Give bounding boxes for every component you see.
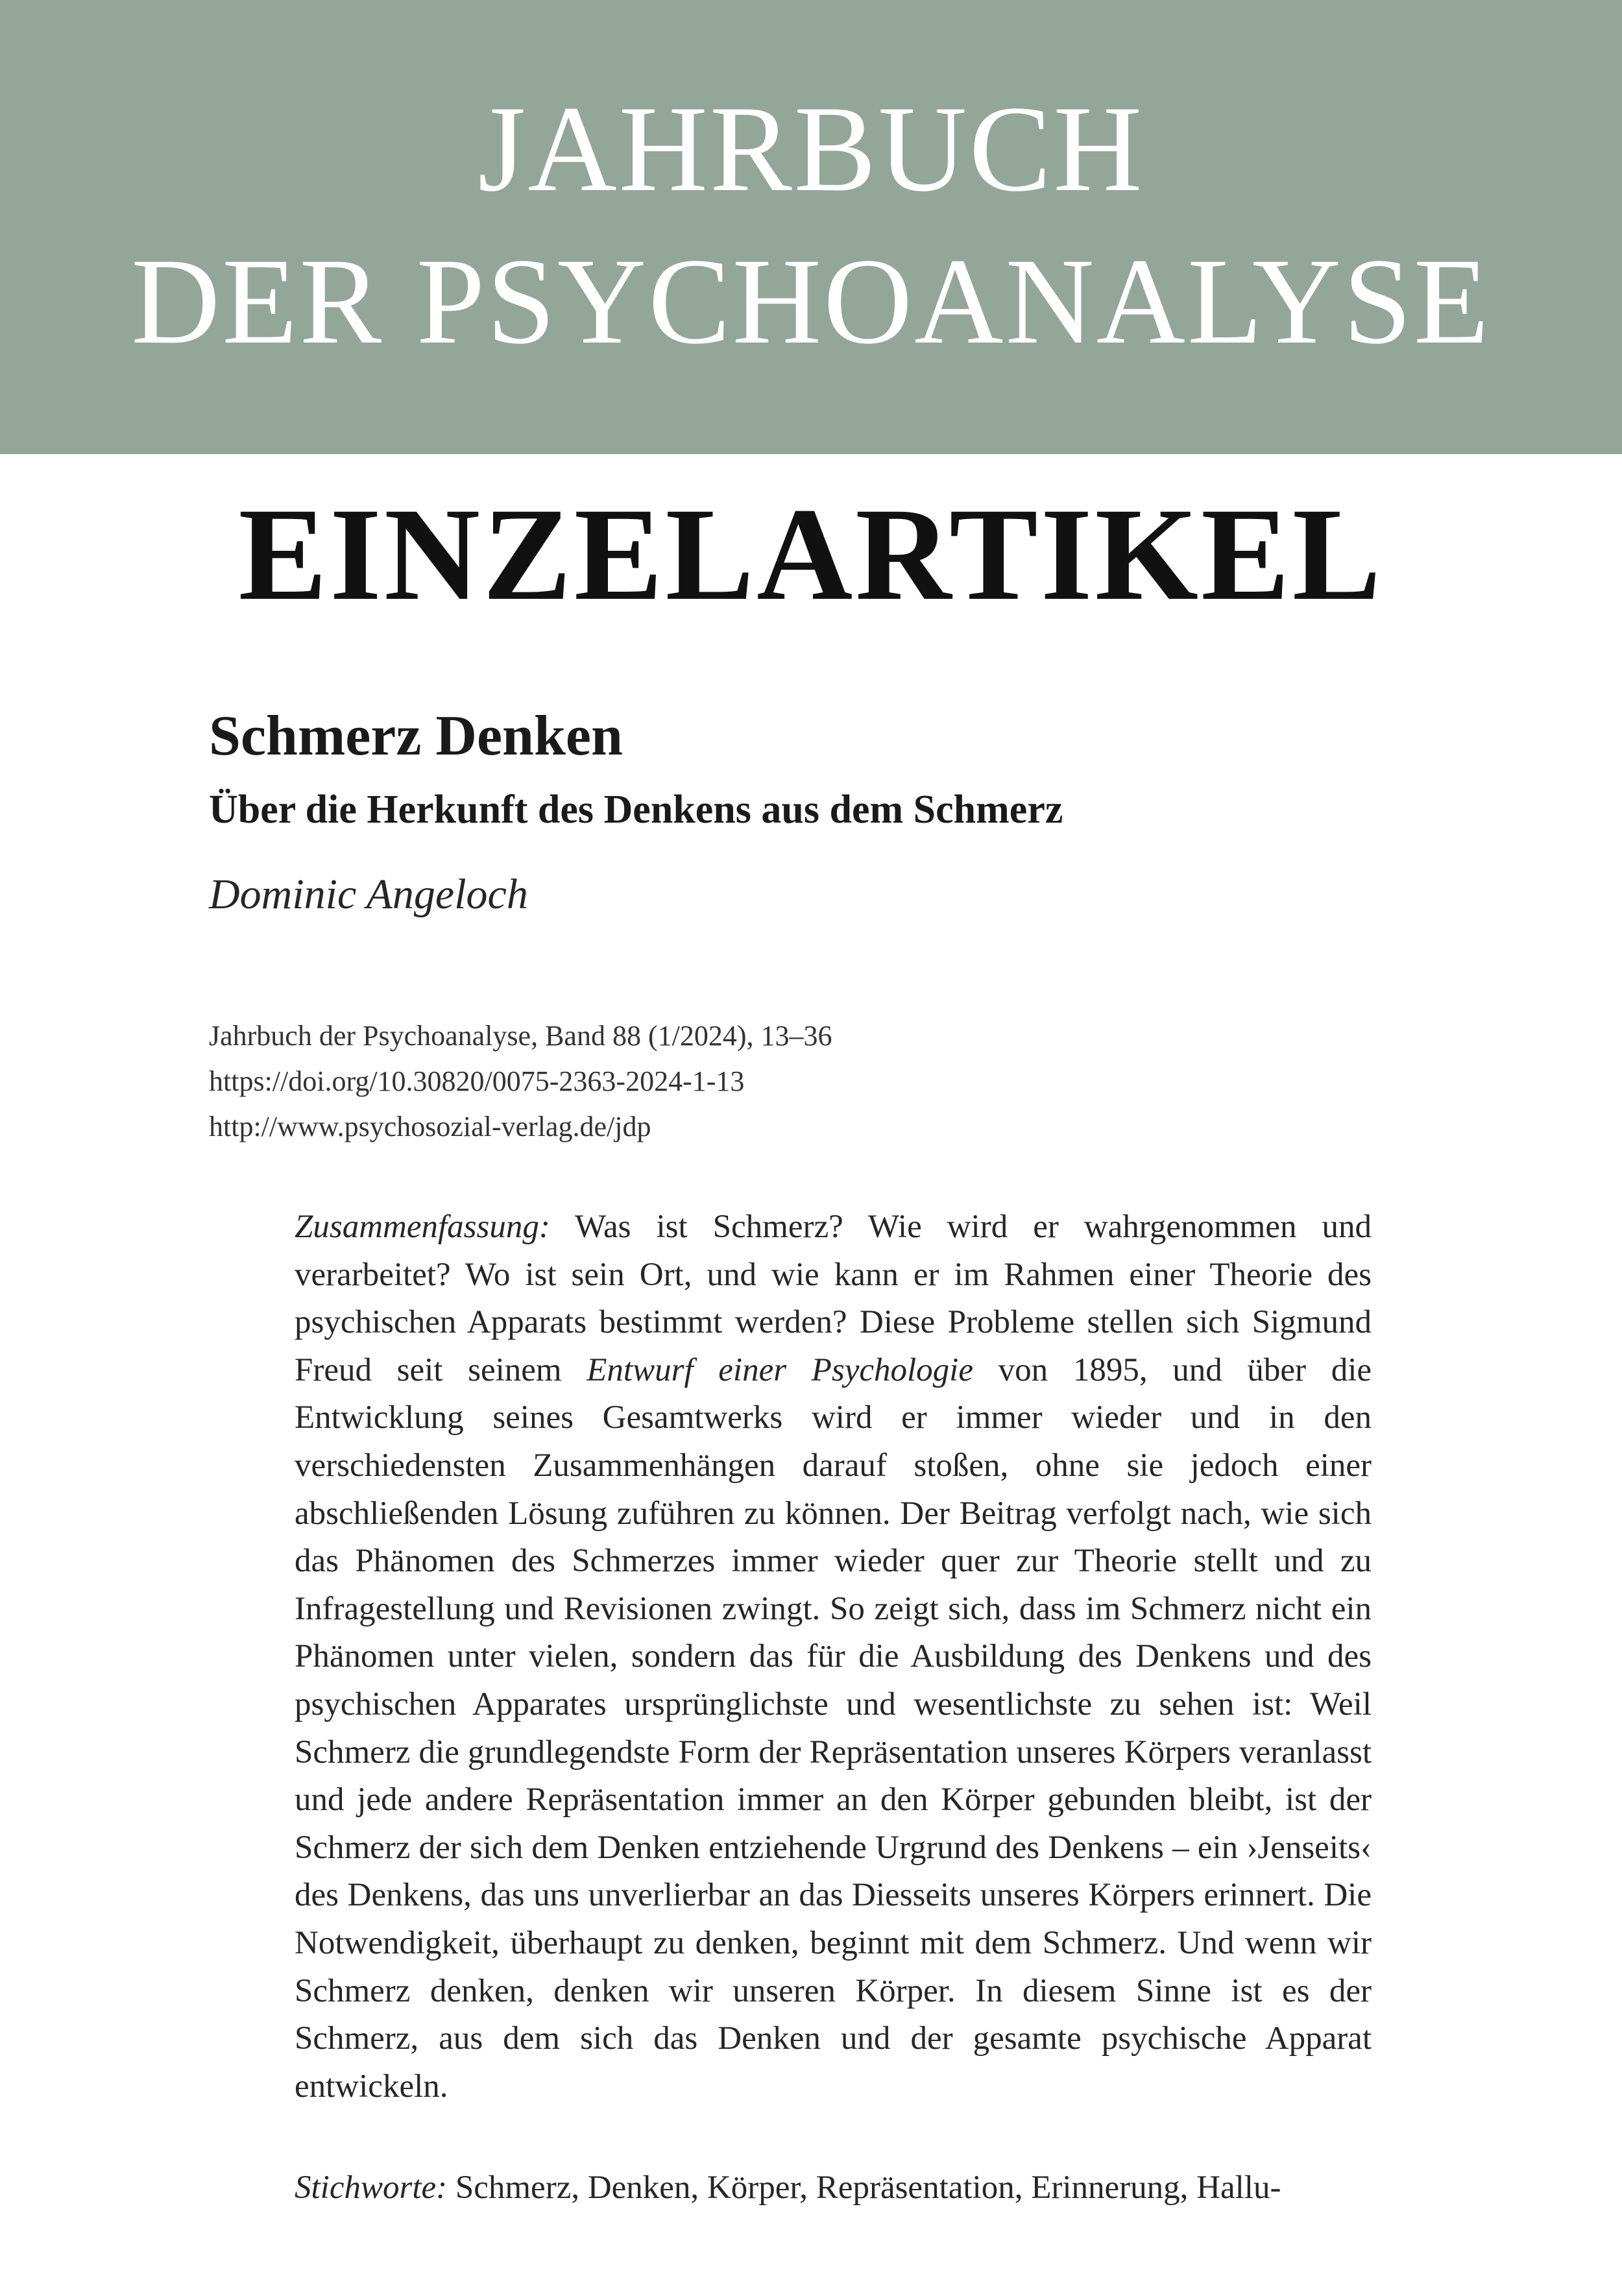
journal-title-line-2: DER PSYCHOANALYSE	[131, 234, 1491, 370]
keywords	[295, 2164, 1372, 2212]
abstract	[295, 1203, 1372, 2110]
article-title: Schmerz Denken	[209, 705, 623, 767]
citation-line: Jahrbuch der Psychoanalyse, Band 88 (1/2024), 13–36	[209, 1020, 832, 1052]
keywords-text: Schmerz, Denken, Körper, Repräsentation, Erinnerung, Hallu-	[455, 2169, 1281, 2206]
article-subtitle: Über die Herkunft des Denkens aus dem Schmerz	[209, 788, 1063, 832]
abstract-text-part-1: Was ist Schmerz? Wie wird er wahrgenommen und verarbeitet? Wo ist sein Ort, und wie kann er im Rahmen einer Theorie des psychischen Apparats bestimmt werden? Diese Probleme stellen sich Sigmund Freud seit seinem	[295, 1209, 1372, 1388]
abstract-label: Zusammenfassung:	[295, 1209, 550, 1245]
section-label: EINZELARTIKEL	[238, 481, 1384, 628]
doi-link[interactable]: https://doi.org/10.30820/0075-2363-2024-1-13	[209, 1065, 745, 1097]
abstract-work-title: Entwurf einer Psychologie	[587, 1351, 973, 1388]
keywords-label: Stichworte:	[295, 2169, 448, 2206]
abstract-text-part-2: von 1895, und über die Entwicklung seines Gesamtwerks wird er immer wieder und in den verschiedensten Zusammenhängen darauf stoßen, ohne sie jedoch einer abschließenden Lösung zuführen zu können. Der Beitrag verfolgt nach, wie sich das Phänomen des Schmerzes immer wieder quer zur Theorie stellt und zu Infragestellung und Revisionen zwingt. So zeigt sich, dass im Schmerz nicht ein Phänomen unter vielen, sondern das für die Ausbildung des Denkens und des psychischen Apparates ursprünglichste und wesentlichste zu sehen ist: Weil Schmerz die grundlegendste Form der Repräsentation unseres Körpers veranlasst und jede andere Repräsentation immer an den Körper gebunden bleibt, ist der Schmerz der sich dem Denken entziehende Urgrund des Denkens – ein ›Jenseits‹ des Denkens, das uns unverlierbar an das Diesseits unseres Körpers erinnert. Die Notwendigkeit, überhaupt zu denken, beginnt mit dem Schmerz. Und wenn wir Schmerz denken, denken wir unseren Körper. In diesem Sinne ist es der Schmerz, aus dem sich das Denken und der gesamte psychische Apparat entwickeln.	[295, 1351, 1372, 2105]
journal-title-line-1: JAHRBUCH	[478, 81, 1144, 217]
article-author: Dominic Angeloch	[209, 871, 528, 918]
publication-meta	[209, 1013, 832, 1150]
journal-masthead	[0, 0, 1622, 454]
publisher-url-link[interactable]: http://www.psychosozial-verlag.de/jdp	[209, 1111, 651, 1142]
